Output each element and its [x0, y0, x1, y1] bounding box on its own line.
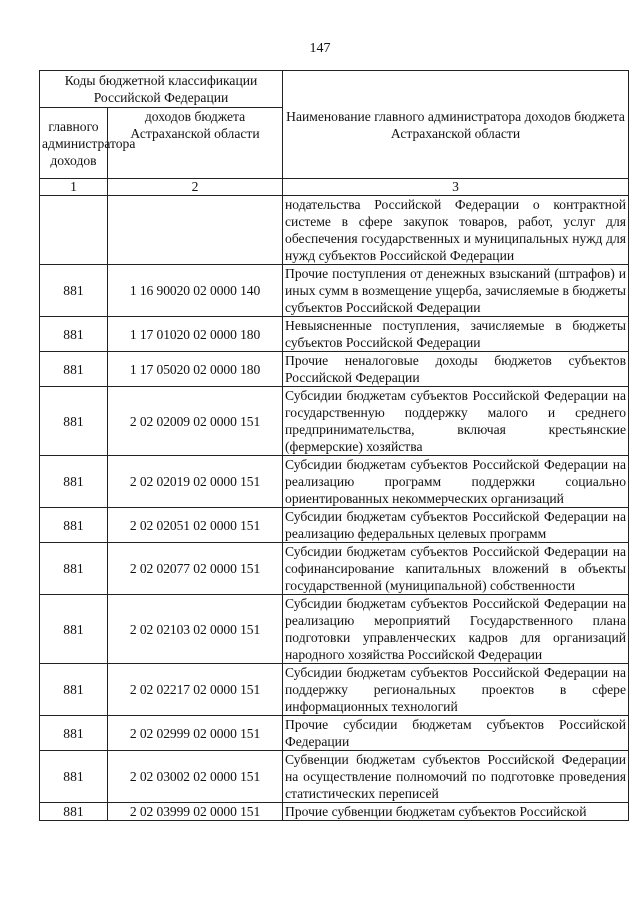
revenue-code-cell: 1 17 05020 02 0000 180 — [108, 352, 283, 387]
admin-code-cell: 881 — [40, 803, 108, 821]
revenue-name-cell: Субсидии бюджетам субъектов Российской Федерации на поддержку региональных проектов в сфере информационных технологий — [283, 664, 629, 716]
revenue-name-cell: Невыясненные поступления, зачисляемые в бюджеты субъектов Российской Федерации — [283, 317, 629, 352]
revenue-name-cell: Прочие субвенции бюджетам субъектов Российской — [283, 803, 629, 821]
admin-code-cell: 881 — [40, 352, 108, 387]
revenue-code-cell: 1 16 90020 02 0000 140 — [108, 265, 283, 317]
revenue-code-cell: 2 02 02019 02 0000 151 — [108, 456, 283, 508]
revenue-code-cell: 2 02 02051 02 0000 151 — [108, 508, 283, 543]
table-row — [40, 196, 629, 265]
table-row — [40, 664, 629, 716]
revenue-name-cell: Прочие неналоговые доходы бюджетов субъектов Российской Федерации — [283, 352, 629, 387]
revenue-name-cell: Субвенции бюджетам субъектов Российской Федерации на осуществление полномочий по подготовке проведения статистических переписей — [283, 751, 629, 803]
admin-code-cell: 881 — [40, 265, 108, 317]
revenue-name-cell: Прочие поступления от денежных взысканий (штрафов) и иных сумм в возмещение ущерба, зачисляемые в бюджеты субъектов Российской Федерации — [283, 265, 629, 317]
revenue-name-cell: Субсидии бюджетам субъектов Российской Федерации на реализацию федеральных целевых программ — [283, 508, 629, 543]
column-number-1: 1 — [40, 179, 108, 196]
column-number-2: 2 — [108, 179, 283, 196]
column-number-3: 3 — [283, 179, 629, 196]
table-row — [40, 317, 629, 352]
column-number-row — [40, 179, 629, 196]
admin-code-cell: 881 — [40, 317, 108, 352]
table-row — [40, 352, 629, 387]
revenue-name-cell: Субсидии бюджетам субъектов Российской Федерации на государственную поддержку малого и среднего предпринимательства, включая крестьянские (фермерские) хозяйства — [283, 387, 629, 456]
admin-code-cell: 881 — [40, 716, 108, 751]
revenue-column-header: доходов бюджета Астраханской области — [108, 108, 283, 179]
admin-code-cell: 881 — [40, 751, 108, 803]
admin-code-cell — [40, 196, 108, 265]
table-row — [40, 543, 629, 595]
table-row — [40, 387, 629, 456]
page-number: 147 — [309, 41, 331, 56]
admin-code-cell: 881 — [40, 664, 108, 716]
revenue-name-cell: Прочие субсидии бюджетам субъектов Российской Федерации — [283, 716, 629, 751]
header-row-group — [40, 71, 629, 108]
admin-code-cell: 881 — [40, 456, 108, 508]
codes-group-header: Коды бюджетной классификации Российской Федерации — [40, 71, 283, 108]
revenue-name-cell: Субсидии бюджетам субъектов Российской Федерации на софинансирование капитальных вложений в объекты государственной (муниципальной) собственности — [283, 543, 629, 595]
revenue-code-cell — [108, 196, 283, 265]
table-row — [40, 508, 629, 543]
revenue-name-cell: нодательства Российской Федерации о контрактной системе в сфере закупок товаров, работ, услуг для обеспечения государственных и муниципальных нужд для нужд субъектов Российской Федерации — [283, 196, 629, 265]
table-row — [40, 803, 629, 821]
revenue-name-cell: Субсидии бюджетам субъектов Российской Федерации на реализацию программ поддержки социально ориентированных некоммерческих организаций — [283, 456, 629, 508]
revenue-code-cell: 2 02 02009 02 0000 151 — [108, 387, 283, 456]
table-row — [40, 751, 629, 803]
admin-code-cell: 881 — [40, 387, 108, 456]
revenue-code-cell: 2 02 02217 02 0000 151 — [108, 664, 283, 716]
table-row — [40, 595, 629, 664]
budget-classification-table — [39, 70, 629, 821]
revenue-code-cell: 2 02 02077 02 0000 151 — [108, 543, 283, 595]
name-column-header: Наименование главного администратора доходов бюджета Астраханской области — [283, 71, 629, 179]
revenue-name-cell: Субсидии бюджетам субъектов Российской Федерации на реализацию мероприятий Государственного плана подготовки управленческих кадров для организаций народного хозяйства Российской Федерации — [283, 595, 629, 664]
table-row — [40, 716, 629, 751]
admin-code-cell: 881 — [40, 595, 108, 664]
admin-code-cell: 881 — [40, 543, 108, 595]
table-row — [40, 265, 629, 317]
revenue-code-cell: 2 02 02999 02 0000 151 — [108, 716, 283, 751]
admin-code-cell: 881 — [40, 508, 108, 543]
table-row — [40, 456, 629, 508]
revenue-code-cell: 2 02 02103 02 0000 151 — [108, 595, 283, 664]
revenue-code-cell: 1 17 01020 02 0000 180 — [108, 317, 283, 352]
revenue-code-cell: 2 02 03002 02 0000 151 — [108, 751, 283, 803]
revenue-code-cell: 2 02 03999 02 0000 151 — [108, 803, 283, 821]
admin-column-header: главного администратора доходов — [40, 108, 108, 179]
